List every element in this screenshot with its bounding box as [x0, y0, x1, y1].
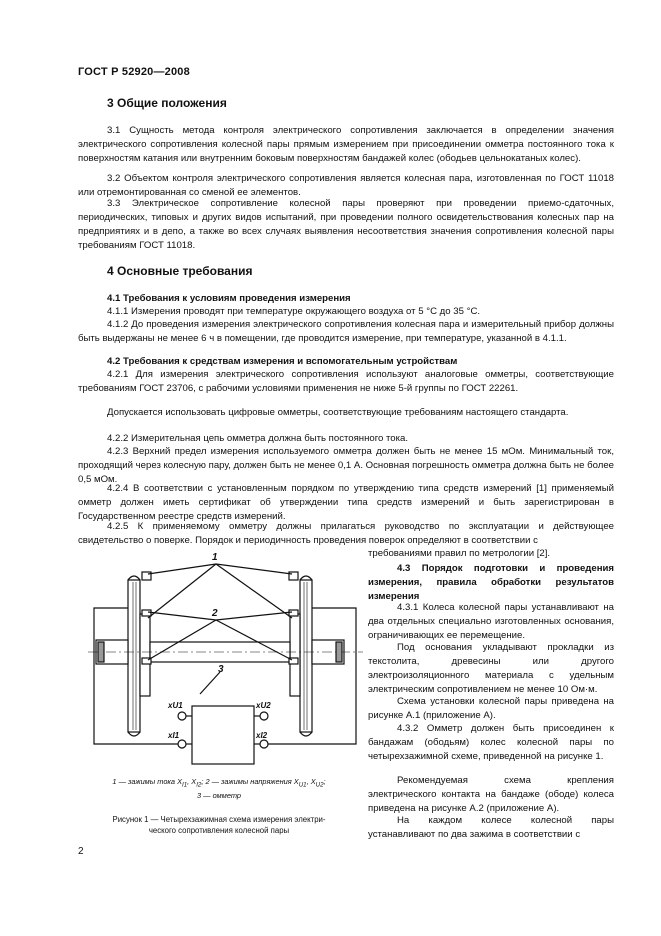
figure-1-diagram	[88, 548, 363, 768]
paragraph-3-2: 3.2 Объектом контроля электрического сопротивления является колесная пара, изготовленная по ГОСТ 11018 или отремонтированная со сменой ее элементов.	[78, 173, 614, 198]
terminal-xI2: xI2	[256, 731, 268, 740]
paragraph-4-3-1: 4.3.1 Колеса колесной пары устанавливают на два отдельных специально изготовленных основания, ограничивающих ее перемещение.	[368, 602, 614, 641]
paragraph-4-2-2: 4.2.2 Измерительная цепь омметра должна быть постоянного тока.	[107, 433, 409, 444]
paragraph-4-1-1: 4.1.1 Измерения проводят при температуре окружающего воздуха от 5 °С до 35 °С.	[107, 306, 481, 317]
figure-label-2: 2	[212, 608, 218, 619]
terminal-xI1: xI1	[168, 731, 180, 740]
ohmmeter-box	[192, 706, 254, 764]
paragraph-4-1-2: 4.1.2 До проведения измерения электрического сопротивления колесная пара и измерительный прибор должны быть выдержаны не менее 6 ч в помещении, где проводится измерение, при температуре, указанной в 4.1.1.	[78, 319, 614, 344]
right-wheel	[290, 576, 312, 736]
section-3-title: 3 Общие положения	[107, 96, 227, 110]
paragraph-4-3-2b: Рекомендуемая схема крепления электрического контакта на бандаже (ободе) колеса приведена на рисунке А.2 (приложение А).	[368, 775, 614, 814]
figure-label-1: 1	[212, 552, 218, 563]
paragraph-4-2-4: 4.2.4 В соответствии с установленным порядком по утверждению типа средств измерений [1] применяемый омметр должен иметь сертификат об утверждении типа средств измерений и быть зарегистрирован в Государственном реестре средств измерений.	[78, 483, 614, 522]
paragraph-4-3-1c: Схема установки колесной пары приведена на рисунке А.1 (приложение А).	[368, 696, 614, 721]
paragraph-4-3-1b: Под основания укладывают прокладки из текстолита, древесины или другого электроизоляционного материала с удельным электрическим сопротивлением не менее 10 Ом·м.	[368, 642, 614, 695]
subsection-4-2: 4.2 Требования к средствам измерения и вспомогательным устройствам	[107, 356, 458, 367]
left-wheel	[128, 576, 150, 736]
paragraph-4-2-1b: Допускается использовать цифровые омметры, соответствующие требованиям настоящего стандарта.	[107, 407, 569, 418]
terminal-xU1: xU1	[168, 701, 183, 710]
paragraph-4-2-5b: требованиями правил по метрологии [2].	[368, 548, 551, 559]
terminal-xU2: xU2	[256, 701, 271, 710]
paragraph-3-3: 3.3 Электрическое сопротивление колесной пары проверяют при проведении приемо-сдаточных, периодических, типовых и других видов испытаний, при проведении полного освидетельствования колесных пар на предприятиях и в депо, а также во всех случаях выявления несоответствия значения сопротивления колесной пары требованиям ГОСТ 11018.	[78, 198, 614, 251]
figure-label-3: 3	[218, 664, 224, 675]
subsection-4-3: 4.3 Порядок подготовки и проведения измерения, правила обработки результатов измерения	[368, 563, 614, 602]
paragraph-3-1: 3.1 Сущность метода контроля электрического сопротивления заключается в определении значения электрического сопротивления колесной пары прямым измерением при присоединении омметра постоянного тока к поверхностям катания или внутренним боковым поверхностям бандажей колес (ободьев цельнокатаных колес).	[78, 125, 614, 164]
paragraph-4-2-5: 4.2.5 К применяемому омметру должны прилагаться руководство по эксплуатации и действующее свидетельство о поверке. Порядок и периодичность проведения поверок определяют в соответствии с	[78, 521, 614, 546]
paragraph-4-2-3: 4.2.3 Верхний предел измерения используемого омметра должен быть не менее 15 мОм. Минимальный ток, проходящий через колесную пару, должен быть не менее 0,1 А. Основная погрешность омметра должна быть не более 0,5 мОм.	[78, 446, 614, 485]
paragraph-4-3-2c: На каждом колесе колесной пары устанавливают по два зажима в соответствии с	[368, 815, 614, 840]
section-4-title: 4 Основные требования	[107, 264, 253, 278]
paragraph-4-3-2: 4.3.2 Омметр должен быть присоединен к бандажам (ободьям) колес колесной пары по четырехзажимной схеме, приведенной на рисунке 1.	[368, 723, 614, 762]
page-number: 2	[78, 846, 84, 857]
figure-legend: 1 — зажимы тока $X_{I1}$, $X_{I2}$; 2 — зажимы напряжения $X_{U1}$, $X_{U2}$; 3 — омметр	[112, 777, 326, 801]
subsection-4-1: 4.1 Требования к условиям проведения измерения	[107, 293, 351, 304]
paragraph-4-2-1: 4.2.1 Для измерения электрического сопротивления используют аналоговые омметры, соответствующие требованиям ГОСТ 23706, с рабочими условиями применения не ниже 5-й группы по ГОСТ 22261.	[78, 369, 614, 394]
document-header: ГОСТ Р 52920—2008	[78, 66, 190, 78]
figure-caption: Рисунок 1 — Четырехзажимная схема измерения электри- ческого сопротивления колесной пары	[112, 815, 326, 835]
